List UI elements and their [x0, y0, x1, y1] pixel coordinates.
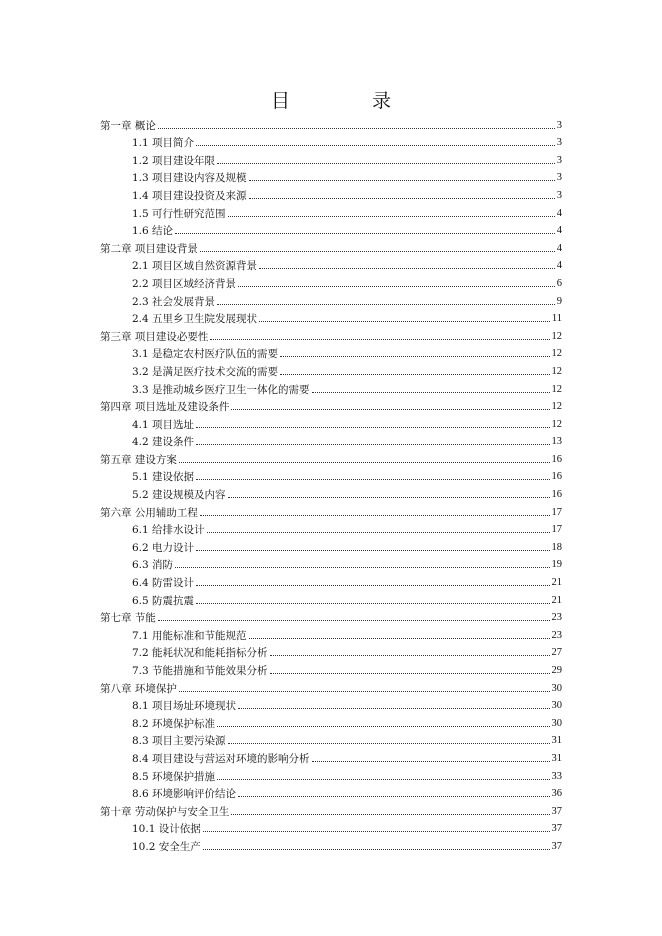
toc-section-entry[interactable] [100, 519, 562, 537]
toc-leader-dots [217, 725, 549, 727]
toc-page-number: 12 [551, 330, 562, 342]
toc-leader-dots [210, 338, 549, 340]
toc-leader-dots [175, 232, 555, 234]
toc-page-number: 31 [551, 735, 562, 747]
toc-entry-text: 2.3 社会发展背景 [132, 295, 216, 308]
toc-entry-text: 1.4 项目建设投资及来源 [132, 189, 247, 202]
toc-entry-text: 2.2 项目区域经济背景 [132, 277, 237, 290]
toc-section-entry[interactable] [100, 730, 562, 748]
toc-entry-text: 1.6 结论 [132, 225, 174, 238]
toc-section-entry[interactable] [100, 290, 562, 308]
toc-entry-text: 1.1 项目简介 [132, 137, 195, 150]
toc-page-number: 9 [556, 295, 562, 307]
toc-leader-dots [259, 320, 550, 322]
toc-section-entry[interactable] [100, 554, 562, 572]
toc-chapter-entry[interactable] [100, 396, 562, 414]
toc-page-number: 4 [556, 225, 562, 237]
toc-leader-dots [238, 707, 549, 709]
toc-leader-dots [217, 162, 555, 164]
toc-leader-dots [196, 584, 549, 586]
toc-page-number: 31 [551, 752, 562, 764]
toc-entry-text: 8.5 环境保护措施 [132, 770, 216, 783]
toc-section-entry[interactable] [100, 624, 562, 642]
toc-page-number: 29 [551, 665, 562, 676]
toc-leader-dots [312, 391, 550, 393]
toc-leader-dots [200, 514, 550, 516]
toc-entry-text: 第四章 项目选址及建设条件 [100, 401, 230, 414]
toc-section-entry[interactable] [100, 167, 562, 185]
toc-entry-text: 7.2 能耗状况和能耗指标分析 [132, 647, 268, 660]
toc-section-entry[interactable] [100, 360, 562, 378]
toc-entry-text: 4.2 建设条件 [132, 436, 195, 449]
toc-entry-text: 8.1 项目场址环境现状 [132, 700, 237, 713]
toc-page-number: 4 [556, 242, 562, 254]
toc-section-entry[interactable] [100, 132, 562, 150]
toc-leader-dots [200, 250, 555, 252]
toc-page-number: 3 [556, 137, 562, 149]
toc-leader-dots [217, 778, 549, 780]
toc-leader-dots [207, 531, 550, 533]
toc-section-entry[interactable] [100, 835, 562, 853]
toc-leader-dots [196, 426, 549, 428]
toc-leader-dots [259, 267, 555, 269]
toc-page-number: 11 [551, 313, 562, 325]
toc-page-number: 12 [551, 401, 562, 413]
toc-section-entry[interactable] [100, 483, 562, 501]
toc-page-number: 3 [556, 154, 562, 166]
toc-section-entry[interactable] [100, 783, 562, 801]
toc-page-number: 17 [551, 524, 562, 536]
toc-page-number: 18 [551, 541, 562, 553]
toc-section-entry[interactable] [100, 818, 562, 836]
toc-section-entry[interactable] [100, 202, 562, 220]
toc-entry-text: 4.1 项目选址 [132, 418, 195, 431]
toc-entry-text: 第三章 项目建设必要性 [100, 330, 209, 343]
toc-section-entry[interactable] [100, 184, 562, 202]
toc-entry-text: 6.2 电力设计 [132, 541, 195, 554]
toc-section-entry[interactable] [100, 712, 562, 730]
toc-leader-dots [175, 566, 549, 568]
toc-leader-dots [270, 672, 550, 674]
toc-entry-text: 1.3 项目建设内容及规模 [132, 172, 247, 185]
toc-entry-text: 10.1 设计依据 [132, 823, 201, 836]
toc-entry-text: 6.1 给排水设计 [132, 524, 205, 537]
toc-leader-dots [228, 742, 550, 744]
toc-entry-text: 第六章 公用辅助工程 [100, 506, 198, 519]
table-of-contents [100, 114, 562, 853]
toc-section-entry[interactable] [100, 378, 562, 396]
toc-entry-text: 7.1 用能标准和节能规范 [132, 629, 247, 642]
toc-leader-dots [179, 461, 550, 463]
toc-page-number: 16 [551, 489, 562, 501]
toc-section-entry[interactable] [100, 642, 562, 660]
toc-page-number: 12 [551, 383, 562, 395]
toc-leader-dots [312, 760, 550, 762]
toc-page-number: 23 [551, 612, 562, 624]
toc-page-number: 30 [551, 717, 562, 729]
toc-page-number: 30 [551, 700, 562, 712]
toc-section-entry[interactable] [100, 536, 562, 554]
toc-page-number: 19 [551, 559, 562, 571]
toc-page-number: 3 [556, 172, 562, 184]
toc-leader-dots [203, 830, 550, 832]
toc-leader-dots [203, 848, 550, 850]
toc-section-entry[interactable] [100, 571, 562, 589]
toc-chapter-entry[interactable] [100, 501, 562, 519]
toc-chapter-entry[interactable] [100, 677, 562, 695]
toc-section-entry[interactable] [100, 589, 562, 607]
toc-section-entry[interactable] [100, 695, 562, 713]
toc-page-number: 6 [556, 277, 562, 289]
toc-section-entry[interactable] [100, 308, 562, 326]
toc-entry-text: 6.5 防震抗震 [132, 594, 195, 607]
toc-chapter-entry[interactable] [100, 800, 562, 818]
page-title: 目 录 [270, 90, 430, 112]
toc-page-number: 12 [551, 365, 562, 377]
toc-page-number: 12 [551, 348, 562, 360]
toc-leader-dots [249, 179, 555, 181]
toc-leader-dots [280, 373, 549, 375]
toc-page-number: 12 [551, 418, 562, 430]
toc-entry-text: 2.1 项目区域自然资源背景 [132, 260, 258, 273]
toc-leader-dots [228, 215, 555, 217]
toc-entry-text: 10.2 安全生产 [132, 840, 201, 853]
toc-leader-dots [249, 637, 550, 639]
toc-leader-dots [196, 478, 549, 480]
toc-entry-text: 第七章 节能 [100, 612, 156, 625]
toc-entry-text: 第二章 项目建设背景 [100, 242, 198, 255]
toc-page-number: 21 [551, 577, 562, 589]
toc-page-number: 16 [551, 471, 562, 483]
toc-entry-text: 第十章 劳动保护与安全卫生 [100, 805, 230, 818]
toc-page-number: 3 [556, 119, 562, 131]
toc-leader-dots [158, 619, 550, 621]
toc-page-number: 23 [551, 629, 562, 641]
toc-entry-text: 3.1 是稳定农村医疗队伍的需要 [132, 348, 279, 361]
toc-leader-dots [196, 602, 549, 604]
toc-section-entry[interactable] [100, 149, 562, 167]
toc-leader-dots [270, 654, 550, 656]
toc-leader-dots [280, 355, 549, 357]
toc-page-number: 27 [551, 647, 562, 659]
toc-entry-text: 第五章 建设方案 [100, 453, 177, 466]
toc-page-number: 21 [551, 594, 562, 606]
toc-page-number: 17 [551, 506, 562, 518]
toc-entry-text: 8.4 项目建设与营运对环境的影响分析 [132, 752, 310, 765]
toc-leader-dots [196, 443, 549, 445]
toc-page-number: 3 [556, 189, 562, 201]
toc-leader-dots [231, 813, 549, 815]
toc-section-entry[interactable] [100, 765, 562, 783]
toc-leader-dots [217, 303, 555, 305]
toc-chapter-entry[interactable] [100, 114, 562, 132]
toc-leader-dots [196, 549, 549, 551]
toc-page-number: 33 [551, 770, 562, 782]
toc-leader-dots [158, 127, 555, 129]
toc-leader-dots [238, 285, 555, 287]
toc-page-number: 13 [551, 436, 562, 448]
toc-entry-text: 6.3 消防 [132, 559, 174, 572]
toc-section-entry[interactable] [100, 272, 562, 290]
toc-leader-dots [231, 408, 549, 410]
toc-page-number: 37 [551, 805, 562, 817]
toc-page-number: 36 [551, 788, 562, 800]
toc-entry-text: 7.3 节能措施和节能效果分析 [132, 665, 268, 677]
toc-entry-text: 6.4 防雷设计 [132, 577, 195, 590]
toc-entry-text: 第八章 环境保护 [100, 682, 177, 695]
toc-section-entry[interactable] [100, 343, 562, 361]
toc-entry-text: 8.6 环境影响评价结论 [132, 788, 237, 801]
toc-leader-dots [228, 496, 550, 498]
toc-page-number: 16 [551, 453, 562, 465]
toc-entry-text: 8.2 环境保护标准 [132, 717, 216, 730]
toc-entry-text: 第一章 概论 [100, 119, 156, 132]
toc-entry-text: 2.4 五里乡卫生院发展现状 [132, 313, 258, 326]
toc-entry-text: 8.3 项目主要污染源 [132, 735, 226, 748]
toc-entry-text: 3.2 是满足医疗技术交流的需要 [132, 365, 279, 378]
toc-leader-dots [179, 690, 550, 692]
toc-page-number: 37 [551, 823, 562, 835]
toc-page-number: 4 [556, 260, 562, 272]
toc-chapter-entry[interactable] [100, 448, 562, 466]
toc-section-entry[interactable] [100, 659, 562, 677]
toc-entry-text: 5.1 建设依据 [132, 471, 195, 484]
toc-section-entry[interactable] [100, 431, 562, 449]
toc-entry-text: 1.2 项目建设年限 [132, 154, 216, 167]
toc-chapter-entry[interactable] [100, 325, 562, 343]
toc-section-entry[interactable] [100, 220, 562, 238]
toc-page-number: 37 [551, 840, 562, 852]
toc-chapter-entry[interactable] [100, 237, 562, 255]
toc-entry-text: 1.5 可行性研究范围 [132, 207, 226, 220]
toc-entry-text: 5.2 建设规模及内容 [132, 489, 226, 502]
toc-section-entry[interactable] [100, 413, 562, 431]
toc-leader-dots [238, 795, 549, 797]
toc-chapter-entry[interactable] [100, 607, 562, 625]
toc-page-number: 4 [556, 207, 562, 219]
toc-section-entry[interactable] [100, 466, 562, 484]
toc-leader-dots [196, 144, 555, 146]
toc-entry-text: 3.3 是推动城乡医疗卫生一体化的需要 [132, 383, 310, 396]
toc-leader-dots [249, 197, 555, 199]
toc-page-number: 30 [551, 682, 562, 694]
toc-section-entry[interactable] [100, 747, 562, 765]
toc-section-entry[interactable] [100, 255, 562, 273]
